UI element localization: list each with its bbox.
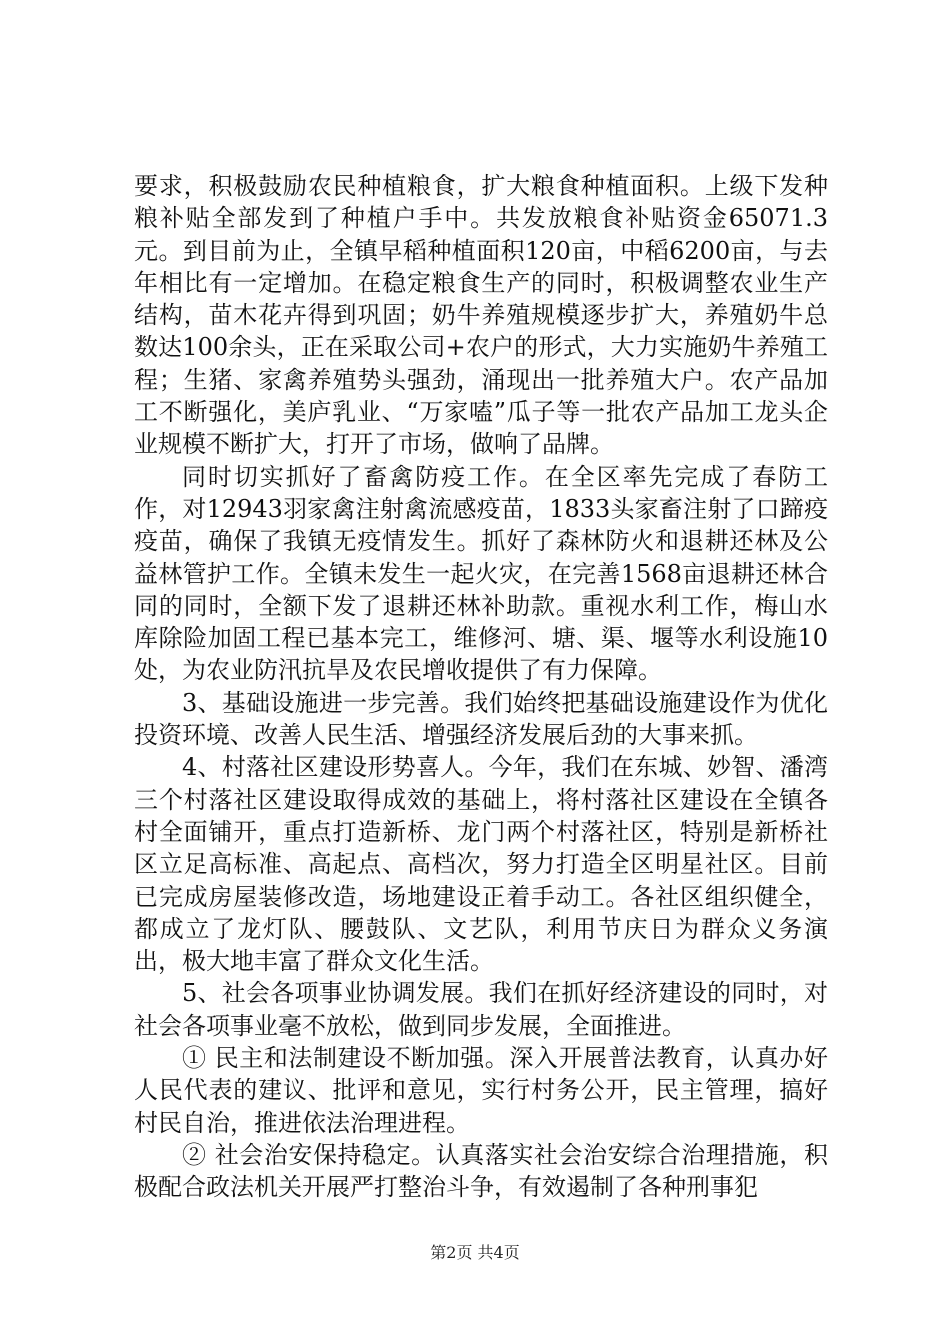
document-body (134, 170, 828, 1204)
paragraph-social-development: 5、社会各项事业协调发展。我们在抓好经济建设的同时，对社会各项事业毫不放松，做到同步发展，全面推进。 (134, 979, 828, 1040)
paragraph-epidemic-prevention: 同时切实抓好了畜禽防疫工作。在全区率先完成了春防工作，对12943羽家禽注射禽流感疫苗，1833头家畜注射了口蹄疫疫苗，确保了我镇无疫情发生。抓好了森林防火和退耕还林及公益林管护工作。全镇未发生一起火灾，在完善1568亩退耕还林合同的同时，全额下发了退耕还林补助款。重视水利工作，梅山水库除险加固工程已基本完工，维修河、塘、渠、堰等水利设施10处，为农业防汛抗旱及农民增收提供了有力保障。 (134, 462, 828, 685)
paragraph-democracy-law: ① 民主和法制建设不断加强。深入开展普法教育，认真办好人民代表的建议、批评和意见，实行村务公开，民主管理，搞好村民自治，推进依法治理进程。 (134, 1044, 828, 1137)
paragraph-infrastructure: 3、基础设施进一步完善。我们始终把基础设施建设作为优化投资环境、改善人民生活、增强经济发展后劲的大事来抓。 (134, 688, 828, 750)
page-footer: 第2页 共4页 (430, 1243, 520, 1262)
paragraph-village-community: 4、村落社区建设形势喜人。今年，我们在东城、妙智、潘湾三个村落社区建设取得成效的基础上，将村落社区建设在全镇各村全面铺开，重点打造新桥、龙门两个村落社区，特别是新桥社区立足高标准、高起点、高档次，努力打造全区明星社区。目前已完成房屋装修改造，场地建设正着手动工。各社区组织健全，都成立了龙灯队、腰鼓队、文艺队，利用节庆日为群众义务演出，极大地丰富了群众文化生活。 (134, 753, 828, 976)
paragraph-continued: 要求，积极鼓励农民种植粮食，扩大粮食种植面积。上级下发种粮补贴全部发到了种植户手中。共发放粮食补贴资金65071.3元。到目前为止，全镇早稻种植面积120亩，中稻6200亩，与去年相比有一定增加。在稳定粮食生产的同时，积极调整农业生产结构，苗木花卉得到巩固；奶牛养殖规模逐步扩大，养殖奶牛总数达100余头，正在采取公司+农户的形式，大力实施奶牛养殖工程；生猪、家禽养殖势头强劲，涌现出一批养殖大户。农产品加工不断强化，美庐乳业、“万家嗑”瓜子等一批农产品加工龙头企业规模不断扩大，打开了市场，做响了品牌。 (134, 172, 828, 459)
paragraph-public-security: ② 社会治安保持稳定。认真落实社会治安综合治理措施，积极配合政法机关开展严打整治斗争，有效遏制了各种刑事犯 (134, 1140, 828, 1202)
